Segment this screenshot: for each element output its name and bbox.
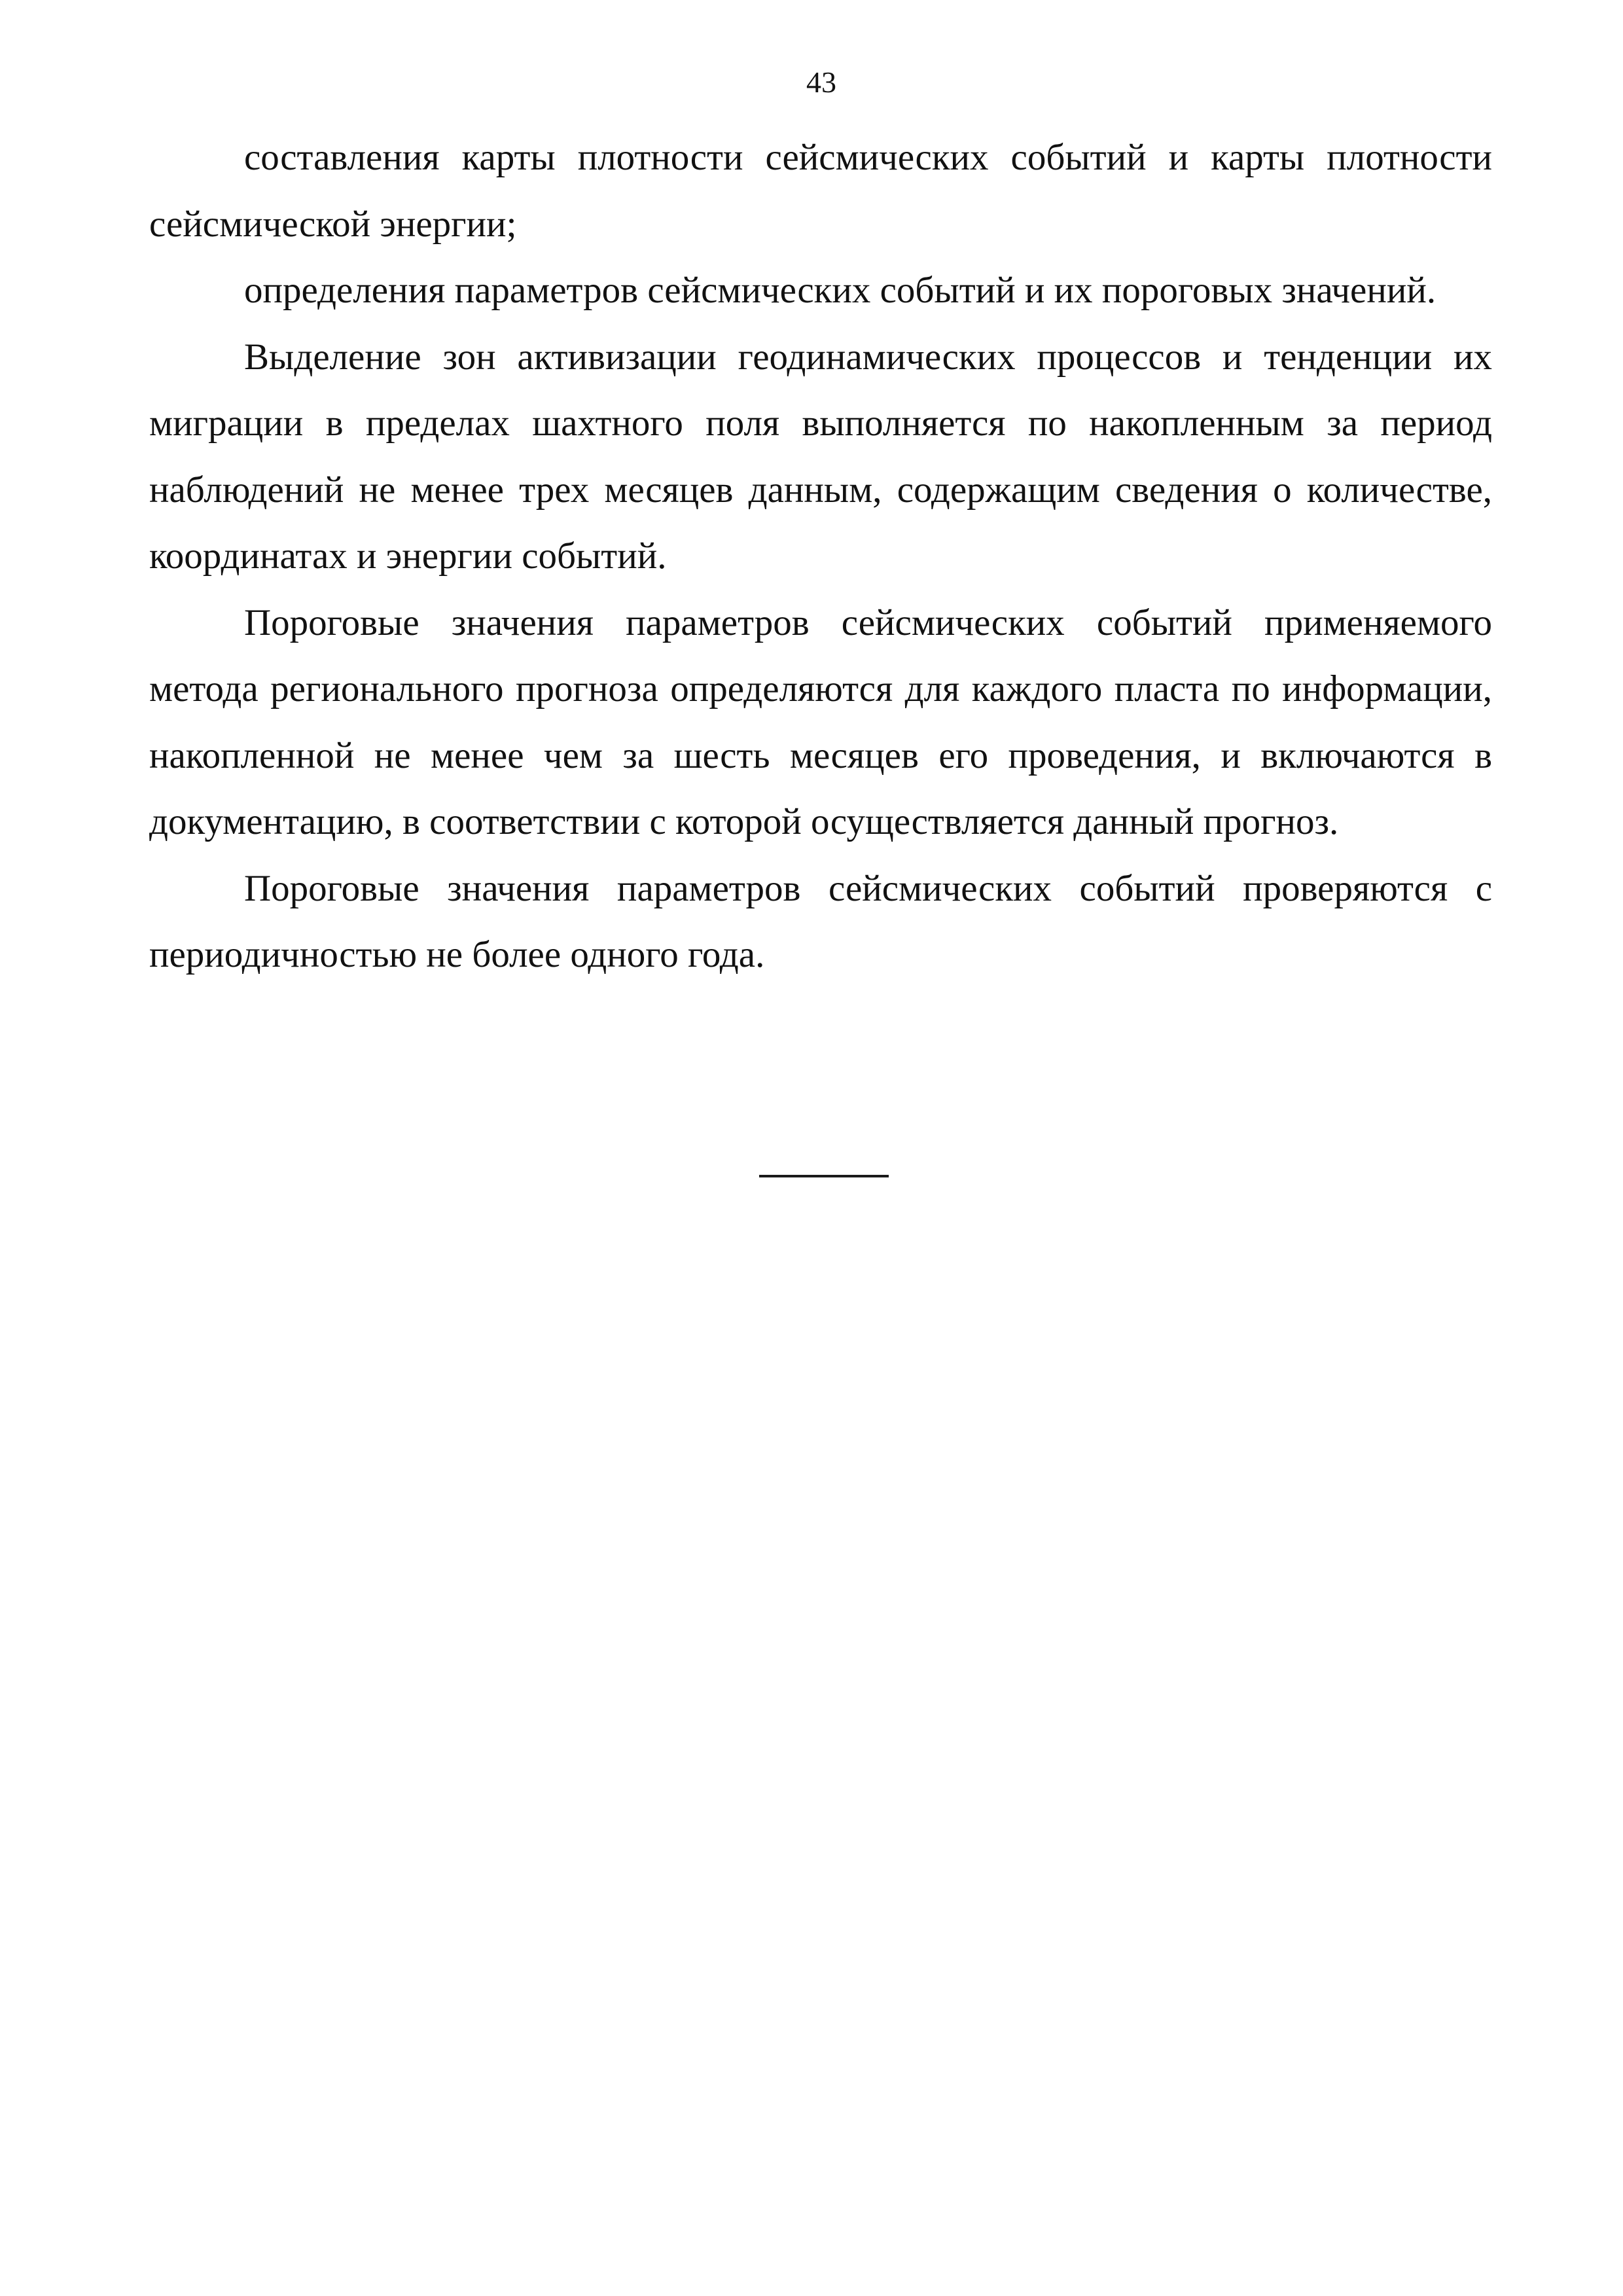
end-of-text-rule <box>759 1175 889 1177</box>
paragraph: определения параметров сейсмических событий и их пороговых значений. <box>244 270 1436 311</box>
paragraph: составления карты плотности сейсмических событий и карты плотности сейсмической энергии; <box>149 137 1492 245</box>
paragraph: Пороговые значения параметров сейсмических событий проверяются с периодичностью не более одного года. <box>149 867 1492 975</box>
body-text <box>149 124 1492 988</box>
paragraph: Выделение зон активизации геодинамических процессов и тенденции их миграции в пределах шахтного поля выполняется по накопленным за период наблюдений не менее трех месяцев данным, содержащим сведения о количестве, координатах и энергии событий. <box>149 336 1492 577</box>
paragraph: Пороговые значения параметров сейсмических событий применяемого метода регионального прогноза определяются для каждого пласта по информации, накопленной не менее чем за шесть месяцев его проведения, и включаются в документацию, в соответствии с которой осуществляется данный прогноз. <box>149 601 1492 842</box>
page-number: 43 <box>806 65 836 99</box>
